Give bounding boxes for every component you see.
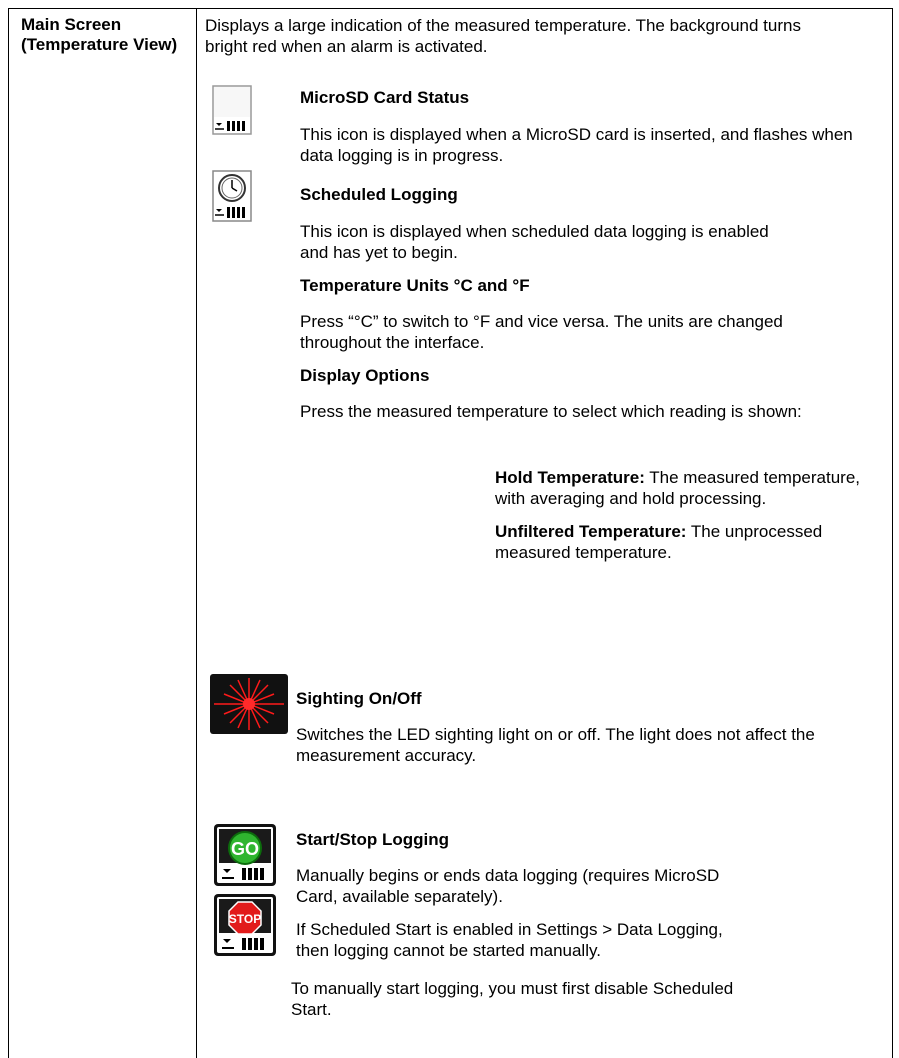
microsd-card-icon — [212, 85, 252, 140]
unfiltered-temperature-label: Unfiltered Temperature: — [495, 522, 687, 541]
stop-logging-icon — [214, 894, 276, 961]
hold-temperature-item — [495, 467, 875, 509]
microsd-title: MicroSD Card Status — [300, 88, 470, 107]
hold-temperature-text: The measured temperature, with averaging and hold processing. — [495, 468, 861, 508]
display-title: Display Options — [300, 366, 430, 385]
logging-body-1: Manually begins or ends data logging (requires MicroSD Card, available separately). — [296, 866, 720, 906]
scheduled-logging-clock-icon — [212, 170, 252, 227]
hold-temperature-label: Hold Temperature: — [495, 468, 645, 487]
scheduled-body: This icon is displayed when scheduled data logging is enabled and has yet to begin. — [300, 222, 769, 262]
logging-body-2: If Scheduled Start is enabled in Settings > Data Logging, then logging cannot be started manually. — [296, 920, 723, 960]
scheduled-title: Scheduled Logging — [300, 185, 458, 204]
go-icon-label: GO — [230, 839, 260, 859]
logging-title: Start/Stop Logging — [296, 830, 449, 849]
display-body: Press the measured temperature to select which reading is shown: — [300, 402, 802, 421]
logging-body-3: To manually start logging, you must first disable Scheduled Start. — [291, 979, 734, 1019]
go-logging-icon — [214, 824, 276, 891]
table-frame — [8, 8, 893, 1058]
sighting-title: Sighting On/Off — [296, 689, 422, 708]
units-title: Temperature Units °C and °F — [300, 276, 530, 295]
row-label: Main Screen (Temperature View) — [21, 15, 178, 54]
stop-icon-label: STOP — [228, 912, 262, 926]
laser-sighting-icon — [210, 674, 288, 739]
intro-text: Displays a large indication of the measured temperature. The background turns bright red when an alarm is activated. — [205, 16, 801, 56]
microsd-body: This icon is displayed when a MicroSD card is inserted, and flashes when data logging is in progress. — [300, 125, 853, 165]
unfiltered-temperature-text: The unprocessed measured temperature. — [495, 522, 823, 562]
unfiltered-temperature-item — [495, 521, 855, 563]
sighting-body: Switches the LED sighting light on or off. The light does not affect the measurement accuracy. — [296, 725, 815, 765]
units-body: Press “°C” to switch to °F and vice versa. The units are changed throughout the interface. — [300, 312, 783, 352]
column-divider — [196, 9, 197, 1058]
